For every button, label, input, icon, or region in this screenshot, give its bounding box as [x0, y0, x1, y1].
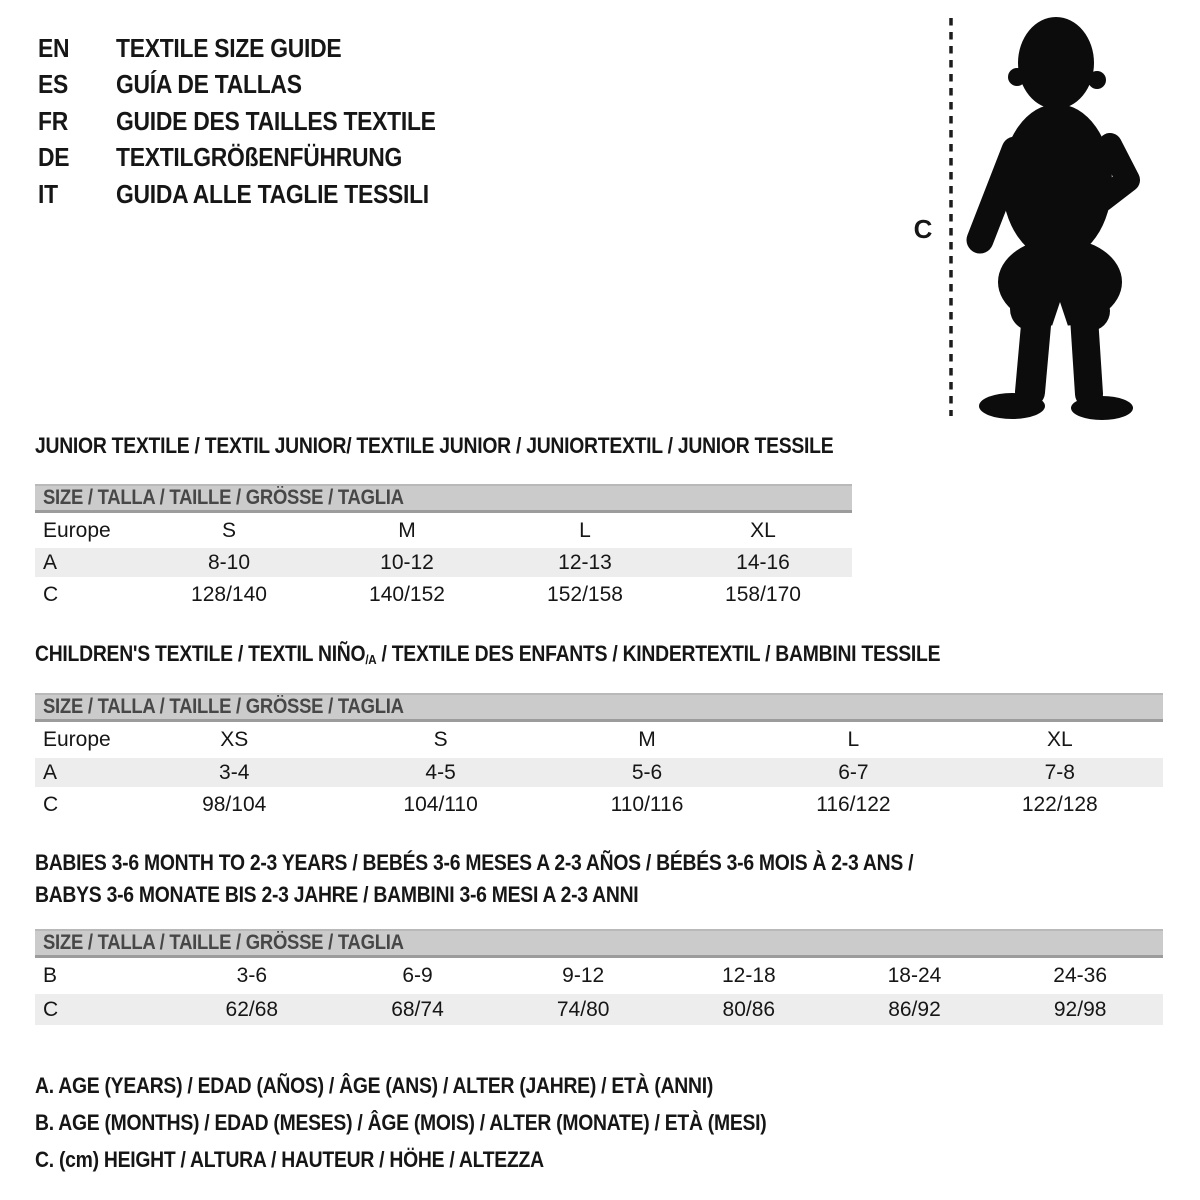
table-row — [35, 548, 852, 577]
size-cell: S — [221, 518, 236, 542]
value-cell: 5-6 — [631, 760, 663, 784]
value-cell: 158/170 — [725, 582, 801, 606]
table-row — [35, 787, 1163, 822]
table-row — [35, 994, 1163, 1025]
list-item — [38, 67, 479, 104]
value-cell: 62/68 — [225, 997, 279, 1021]
height-measure-label: C — [913, 214, 933, 244]
baby-silhouette-icon — [940, 14, 1142, 426]
row-label-cell: A — [43, 550, 58, 574]
guide-title: GUIDE DES TAILLES TEXTILE — [116, 105, 436, 136]
size-bar: SIZE / TALLA / TAILLE / GRÖSSE / TAGLIA — [35, 693, 1163, 722]
legend-line-a: A. AGE (YEARS) / EDAD (AÑOS) / ÂGE (ANS) / ALTER (JAHRE) / ETÀ (ANNI) — [35, 1072, 714, 1098]
value-cell: 18-24 — [887, 964, 942, 987]
value-cell: 6-7 — [838, 760, 869, 784]
size-cell: M — [638, 728, 656, 751]
value-cell: 86/92 — [888, 997, 941, 1021]
value-cell: 128/140 — [191, 582, 267, 606]
table-header-row — [35, 722, 1163, 758]
babies-section-heading: BABIES 3-6 MONTH TO 2-3 YEARS / BEBÉS 3-6 MESES A 2-3 AÑOS / BÉBÉS 3-6 MOIS À 2-3 ANS / BABYS 3-6 MONATE BIS 2-3 JAHRE / BAMBINI 3-6 MESI A 2-3 ANNI — [35, 850, 914, 907]
value-cell: 12-13 — [558, 550, 612, 574]
size-cell: M — [398, 518, 416, 542]
list-item — [38, 140, 479, 177]
guide-title: TEXTILE SIZE GUIDE — [116, 32, 342, 63]
list-item — [38, 103, 479, 140]
language-title-list — [38, 30, 479, 213]
table-header-row — [35, 513, 852, 548]
size-bar: SIZE / TALLA / TAILLE / GRÖSSE / TAGLIA — [35, 929, 1163, 958]
size-cell: XS — [220, 728, 249, 751]
value-cell: 122/128 — [1021, 792, 1098, 816]
size-cell: S — [433, 728, 448, 751]
language-code: FR — [38, 105, 68, 136]
value-cell: 152/158 — [547, 582, 623, 606]
row-label-cell: A — [43, 760, 58, 784]
list-item — [38, 30, 479, 67]
language-code: IT — [38, 178, 58, 209]
value-cell: 8-10 — [207, 550, 251, 574]
row-label-cell: C — [43, 792, 59, 816]
region-label-cell: Europe — [43, 728, 111, 751]
row-label-cell: B — [43, 964, 58, 987]
babies-size-table — [35, 929, 1163, 1025]
value-cell: 10-12 — [380, 550, 434, 574]
value-cell: 4-5 — [425, 760, 456, 784]
guide-title: TEXTILGRÖßENFÜHRUNG — [116, 142, 403, 173]
language-code: ES — [38, 69, 69, 100]
region-label-cell: Europe — [43, 518, 111, 542]
row-label-cell: C — [43, 997, 59, 1021]
size-cell: L — [847, 728, 860, 751]
table-row — [35, 758, 1163, 787]
value-cell: 6-9 — [402, 964, 433, 987]
guide-title: GUIDA ALLE TAGLIE TESSILI — [116, 178, 429, 209]
value-cell: 14-16 — [736, 550, 790, 574]
value-cell: 24-36 — [1053, 964, 1108, 987]
guide-title: GUÍA DE TALLAS — [116, 69, 302, 100]
value-cell: 9-12 — [562, 964, 605, 987]
value-cell: 3-4 — [219, 760, 250, 784]
size-cell: XL — [750, 518, 776, 542]
junior-size-table — [35, 484, 852, 612]
children-section-heading: CHILDREN'S TEXTILE / TEXTIL NIÑO/A / TEXTILE DES ENFANTS / KINDERTEXTIL / BAMBINI TESSILE — [35, 641, 941, 667]
size-cell: L — [579, 518, 591, 542]
list-item — [38, 176, 479, 213]
value-cell: 12-18 — [721, 964, 776, 987]
row-label-cell: C — [43, 582, 59, 606]
value-cell: 7-8 — [1044, 760, 1075, 784]
value-cell: 3-6 — [236, 964, 267, 987]
children-size-table — [35, 693, 1163, 822]
table-row — [35, 958, 1163, 994]
language-code: DE — [38, 142, 70, 173]
value-cell: 104/110 — [403, 792, 478, 816]
table-row — [35, 577, 852, 612]
size-bar: SIZE / TALLA / TAILLE / GRÖSSE / TAGLIA — [35, 484, 852, 513]
junior-section-heading: JUNIOR TEXTILE / TEXTIL JUNIOR/ TEXTILE JUNIOR / JUNIORTEXTIL / JUNIOR TESSILE — [35, 433, 834, 458]
measurement-legend — [35, 1067, 866, 1178]
value-cell: 80/86 — [722, 997, 776, 1021]
legend-line-b: B. AGE (MONTHS) / EDAD (MESES) / ÂGE (MOIS) / ALTER (MONATE) / ETÀ (MESI) — [35, 1109, 767, 1135]
value-cell: 110/116 — [610, 792, 684, 816]
value-cell: 116/122 — [816, 792, 891, 816]
value-cell: 74/80 — [556, 997, 610, 1021]
value-cell: 140/152 — [369, 582, 445, 606]
size-cell: XL — [1046, 728, 1073, 751]
value-cell: 92/98 — [1053, 997, 1107, 1021]
value-cell: 98/104 — [202, 792, 267, 816]
legend-line-c: C. (cm) HEIGHT / ALTURA / HAUTEUR / HÖHE / ALTEZZA — [35, 1146, 544, 1172]
value-cell: 68/74 — [391, 997, 444, 1021]
language-code: EN — [38, 32, 70, 63]
